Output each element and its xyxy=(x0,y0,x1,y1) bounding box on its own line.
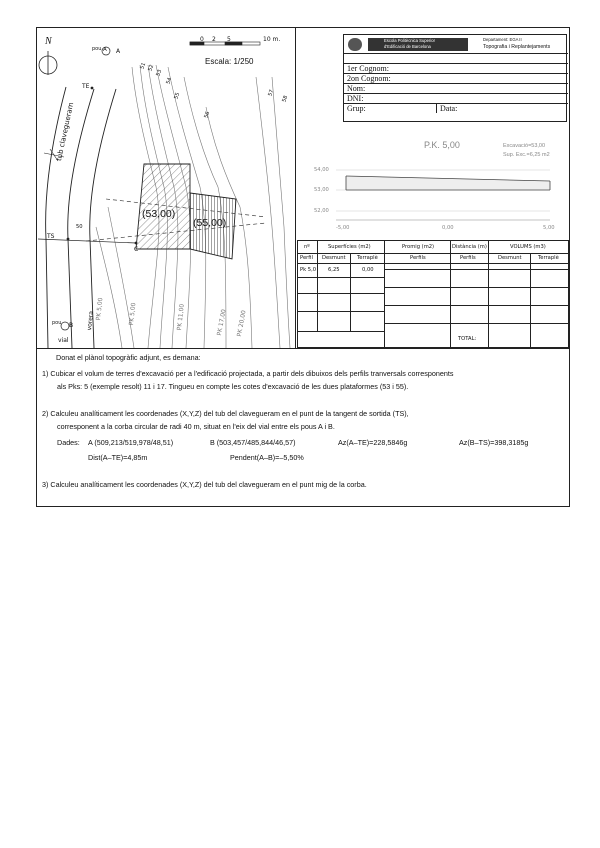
y-tick-label: 53,00 xyxy=(314,187,329,193)
sheet-divider xyxy=(36,348,570,349)
q1-line2: als Pks: 5 (exemple resolt) 11 i 17. Tingueu en compte les cotes d'excavació de les dues plataformes (53 i 55). xyxy=(57,382,409,391)
col-header: Distància (m) xyxy=(452,244,487,250)
contour-label: 52 xyxy=(147,63,156,73)
contour-line xyxy=(108,207,134,348)
profile-chart xyxy=(310,136,560,236)
field-row-empty xyxy=(344,53,568,63)
sidewalk-label: vorera xyxy=(86,310,95,331)
sub-header: Desmunt xyxy=(498,255,522,261)
pk-label: PK 20,00 xyxy=(236,309,248,338)
volume-table xyxy=(297,240,569,348)
col-header: Superfícies (m2) xyxy=(328,244,371,250)
dades-label: Dades: xyxy=(57,438,80,447)
q1-line1: 1) Cubicar el volum de terres d'excavació per a l'edificació projectada, a partir dels dibuixos dels perfils tranversals corresponents xyxy=(42,369,454,378)
table-cell: Pk 5,0 xyxy=(300,267,317,273)
q3-text: 3) Calculeu analíticament les coordenades (X,Y,Z) del tub del clavegueram en el punt mig de la corba. xyxy=(42,480,367,489)
table-cell: 0,00 xyxy=(362,267,374,273)
contour-label: 53 xyxy=(155,68,164,78)
school-name-1: Escola Politècnica Superior xyxy=(384,38,435,43)
total-label: TOTAL: xyxy=(458,336,477,342)
sub-header: Desmunt xyxy=(322,255,346,261)
contour-label: 54 xyxy=(165,76,174,86)
north-label: N xyxy=(45,36,52,47)
pou-b-text: pou xyxy=(52,320,62,326)
platform-53 xyxy=(136,164,190,249)
contour-line xyxy=(272,77,290,348)
q2-line1: 2) Calculeu analíticament les coordenades (X,Y,Z) del tub del clavegueram en el punt de la tangent de sortida (TS), xyxy=(42,409,409,418)
platform-55-label: (55,00) xyxy=(193,217,227,229)
scale-tick-5: 5 xyxy=(227,36,231,43)
topographic-map xyxy=(36,27,295,348)
department: Departament: EGA II xyxy=(483,37,522,42)
col-header: nº xyxy=(304,244,310,250)
contour-label: 57 xyxy=(267,88,276,98)
scale-tick-0: 0 xyxy=(200,36,204,43)
pou-a-text: pou xyxy=(92,46,102,52)
platform-53-label: (53,00) xyxy=(142,208,176,220)
scale-tick-10: 10 m. xyxy=(263,36,281,43)
x-tick-label: 5,00 xyxy=(543,225,555,231)
col-header: Promig (m2) xyxy=(402,244,435,250)
profile-title: P.K. 5,00 xyxy=(424,140,460,150)
sub-header: Perfil xyxy=(300,255,313,261)
x-tick-label: 0,00 xyxy=(442,225,454,231)
az-bts: Az(B–TS)=398,3185g xyxy=(459,438,529,447)
table-cell: 6,25 xyxy=(328,267,340,273)
te-point xyxy=(91,87,94,90)
dada-a: A (509,213/519,978/48,51) xyxy=(88,438,174,447)
contour-label: 56 xyxy=(203,110,212,120)
dada-b: B (503,457/485,844/46,57) xyxy=(210,438,296,447)
contour-label: 51 xyxy=(139,61,148,71)
ts-point xyxy=(67,238,70,241)
contour-label: 50 xyxy=(76,224,83,230)
logo-icon xyxy=(348,38,362,51)
ts-label: TS xyxy=(47,233,55,240)
scale-tick-2: 2 xyxy=(212,36,216,43)
dist-ate: Dist(A–TE)=4,85m xyxy=(88,453,148,462)
c-label: C xyxy=(134,246,139,253)
sub-header: Terraplè xyxy=(357,255,378,261)
az-ate: Az(A–TE)=228,5846g xyxy=(338,438,408,447)
header-box xyxy=(343,34,567,122)
scale-text: Escala: 1/250 xyxy=(205,57,254,66)
q2-line2: corresponent a la corba circular de radi 40 m, situat en l'eix del vial entre els pous A i B. xyxy=(57,422,335,431)
sub-header: Terraplè xyxy=(538,255,559,261)
y-tick-label: 52,00 xyxy=(314,208,329,214)
date-field[interactable]: Data: xyxy=(436,103,568,113)
surface-label: Sup. Exc.=6,25 m2 xyxy=(503,152,550,158)
contour-label: 55 xyxy=(173,91,182,101)
c-point xyxy=(135,242,138,245)
x-tick-label: -5,00 xyxy=(336,225,350,231)
second-surname-field[interactable]: 2on Cognom: xyxy=(344,73,568,83)
map-divider xyxy=(295,27,296,348)
pipe-label: tub clavegueram xyxy=(55,101,76,162)
sub-header: Perfils xyxy=(460,255,476,261)
pk-label: PK 5,00 xyxy=(95,297,105,321)
col-header: VOLUMS (m3) xyxy=(510,244,546,250)
pk-label: PK 11,00 xyxy=(176,303,186,331)
pou-b-letter: B xyxy=(69,322,74,329)
pou-a-letter: A xyxy=(103,47,107,53)
pou-a-letter-2: A xyxy=(116,48,121,55)
intro-text: Donat el plànol topogràfic adjunt, es demana: xyxy=(56,353,201,362)
y-tick-label: 54,00 xyxy=(314,167,329,173)
road-label: vial xyxy=(58,337,69,344)
te-label: TE xyxy=(82,83,90,90)
dni-field[interactable]: DNI: xyxy=(344,93,568,103)
sub-header: Perfils xyxy=(410,255,426,261)
subject: Topografia i Replantejaments xyxy=(483,44,551,50)
name-field[interactable]: Nom: xyxy=(344,83,568,93)
contour-label: 58 xyxy=(281,94,290,104)
school-name-2: d'Edificació de Barcelona xyxy=(384,44,431,49)
group-field[interactable]: Grup: xyxy=(344,103,436,113)
pendent-ab: Pendent(A–B)=–5,50% xyxy=(230,453,304,462)
contour-line xyxy=(256,77,280,348)
excavation-label: Excavació=53,00 xyxy=(503,143,546,149)
pk-label: PK 17,00 xyxy=(216,308,228,337)
contour-line xyxy=(96,227,122,348)
first-surname-field[interactable]: 1er Cognom: xyxy=(344,63,568,73)
manhole-b xyxy=(61,322,69,330)
pk-label: PK 5,00 xyxy=(128,302,138,326)
